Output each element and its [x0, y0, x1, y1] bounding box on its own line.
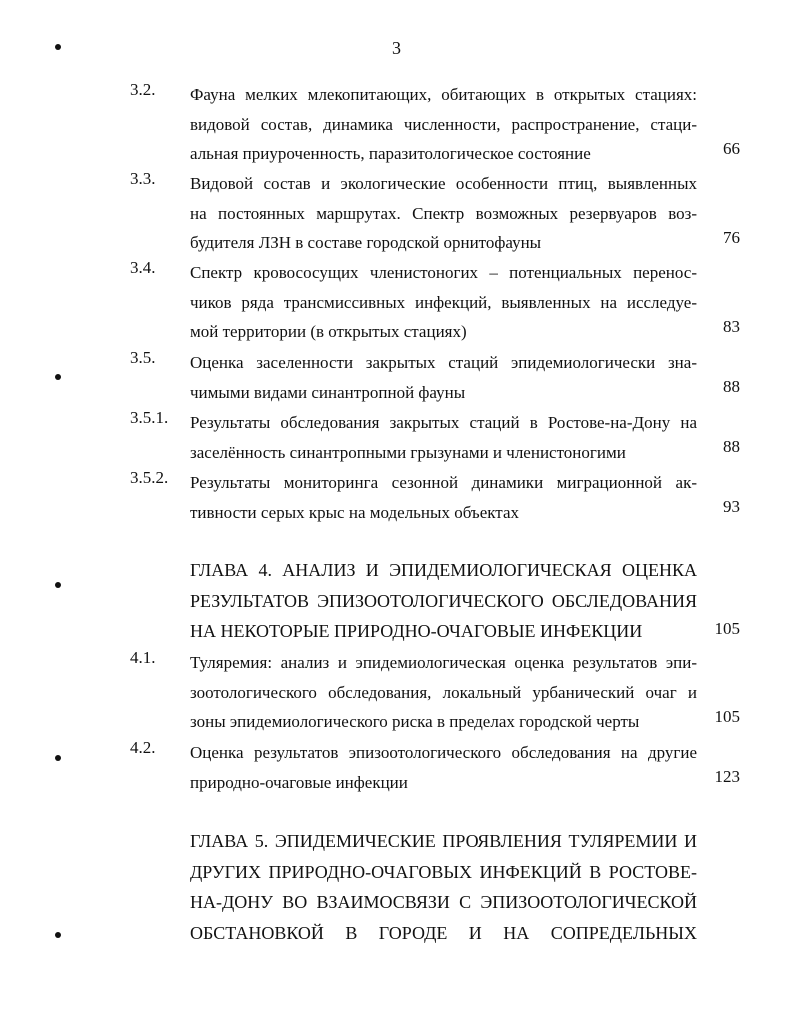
- entry-line: заселённость синантропными грызунами и членистоногими: [190, 442, 626, 462]
- entry-line: Фауна мелких млекопитающих, обитающих в открытых стациях:: [190, 85, 697, 104]
- entry-line: Результаты обследования закрытых стаций в Ростове-на-Дону на: [190, 413, 697, 432]
- entry-page: 88: [723, 437, 740, 456]
- entry-number: 3.5.1.: [130, 408, 169, 427]
- chapter-line: ОБСТАНОВКОЙ В ГОРОДЕ И НА СОПРЕДЕЛЬНЫХ: [190, 922, 697, 943]
- entry-line: Оценка результатов эпизоотологического обследования на другие: [190, 743, 697, 762]
- chapter-line: НА-ДОНУ ВО ВЗАИМОСВЯЗИ С ЭПИЗООТОЛОГИЧЕСКОЙ: [190, 892, 697, 912]
- chapter-line: НА НЕКОТОРЫЕ ПРИРОДНО-ОЧАГОВЫЕ ИНФЕКЦИИ: [190, 621, 643, 641]
- margin-dot: [55, 374, 61, 380]
- chapter-line: ГЛАВА 5. ЭПИДЕМИЧЕСКИЕ ПРОЯВЛЕНИЯ ТУЛЯРЕМИИ И: [190, 831, 697, 851]
- entry-number: 4.1.: [130, 648, 156, 667]
- entry-page: 76: [723, 228, 740, 247]
- entry-number: 4.2.: [130, 738, 156, 757]
- entry-line: чимыми видами синантропной фауны: [190, 382, 466, 402]
- chapter-line: ДРУГИХ ПРИРОДНО-ОЧАГОВЫХ ИНФЕКЦИЙ В РОСТОВЕ-: [190, 861, 697, 882]
- entry-line: тивности серых крыс на модельных объектах: [190, 502, 519, 522]
- entry-number: 3.3.: [130, 169, 156, 188]
- entry-line: зоны эпидемиологического риска в пределах городской черты: [190, 712, 640, 731]
- entry-line: зоотологического обследования, локальный урбанический очаг и: [190, 682, 697, 702]
- entry-line: чиков ряда трансмиссивных инфекций, выявленных на исследуе-: [190, 292, 697, 312]
- chapter-page: 105: [714, 619, 740, 638]
- entry-line: природно-очаговые инфекции: [190, 772, 408, 792]
- entry-line: Туляремия: анализ и эпидемиологическая оценка результатов эпи-: [190, 653, 697, 672]
- entry-page: 123: [714, 767, 740, 786]
- entry-page: 83: [723, 317, 740, 336]
- entry-line: альная приуроченность, паразитологическое состояние: [190, 144, 591, 163]
- entry-number: 3.5.2.: [130, 468, 169, 487]
- entry-line: Результаты мониторинга сезонной динамики миграционной ак-: [190, 473, 697, 492]
- page-number: 3: [392, 38, 401, 58]
- margin-dot: [55, 44, 61, 50]
- entry-number: 3.4.: [130, 258, 156, 277]
- entry-line: Видовой состав и экологические особенности птиц, выявленных: [190, 174, 697, 193]
- entry-line: видовой состав, динамика численности, распространение, стаци-: [190, 114, 697, 134]
- entry-page: 93: [723, 497, 740, 516]
- chapter-line: РЕЗУЛЬТАТОВ ЭПИЗООТОЛОГИЧЕСКОГО ОБСЛЕДОВАНИЯ: [190, 590, 697, 611]
- entry-line: на постоянных маршрутах. Спектр возможных резервуаров воз-: [190, 203, 697, 223]
- margin-dot: [55, 582, 61, 588]
- entry-page: 66: [723, 139, 740, 158]
- entry-number: 3.2.: [130, 80, 156, 99]
- margin-dot: [55, 932, 61, 938]
- entry-line: мой территории (в открытых стациях): [190, 322, 467, 341]
- entry-line: Оценка заселенности закрытых стаций эпидемиологически зна-: [190, 353, 697, 372]
- entry-line: Спектр кровососущих членистоногих – потенциальных перенос-: [190, 263, 697, 282]
- chapter-line: ГЛАВА 4. АНАЛИЗ И ЭПИДЕМИОЛОГИЧЕСКАЯ ОЦЕНКА: [190, 560, 697, 580]
- entry-line: будителя ЛЗН в составе городской орнитофауны: [190, 233, 542, 252]
- margin-dot: [55, 755, 61, 761]
- entry-page: 105: [714, 707, 740, 726]
- entry-number: 3.5.: [130, 348, 156, 367]
- entry-page: 88: [723, 377, 740, 396]
